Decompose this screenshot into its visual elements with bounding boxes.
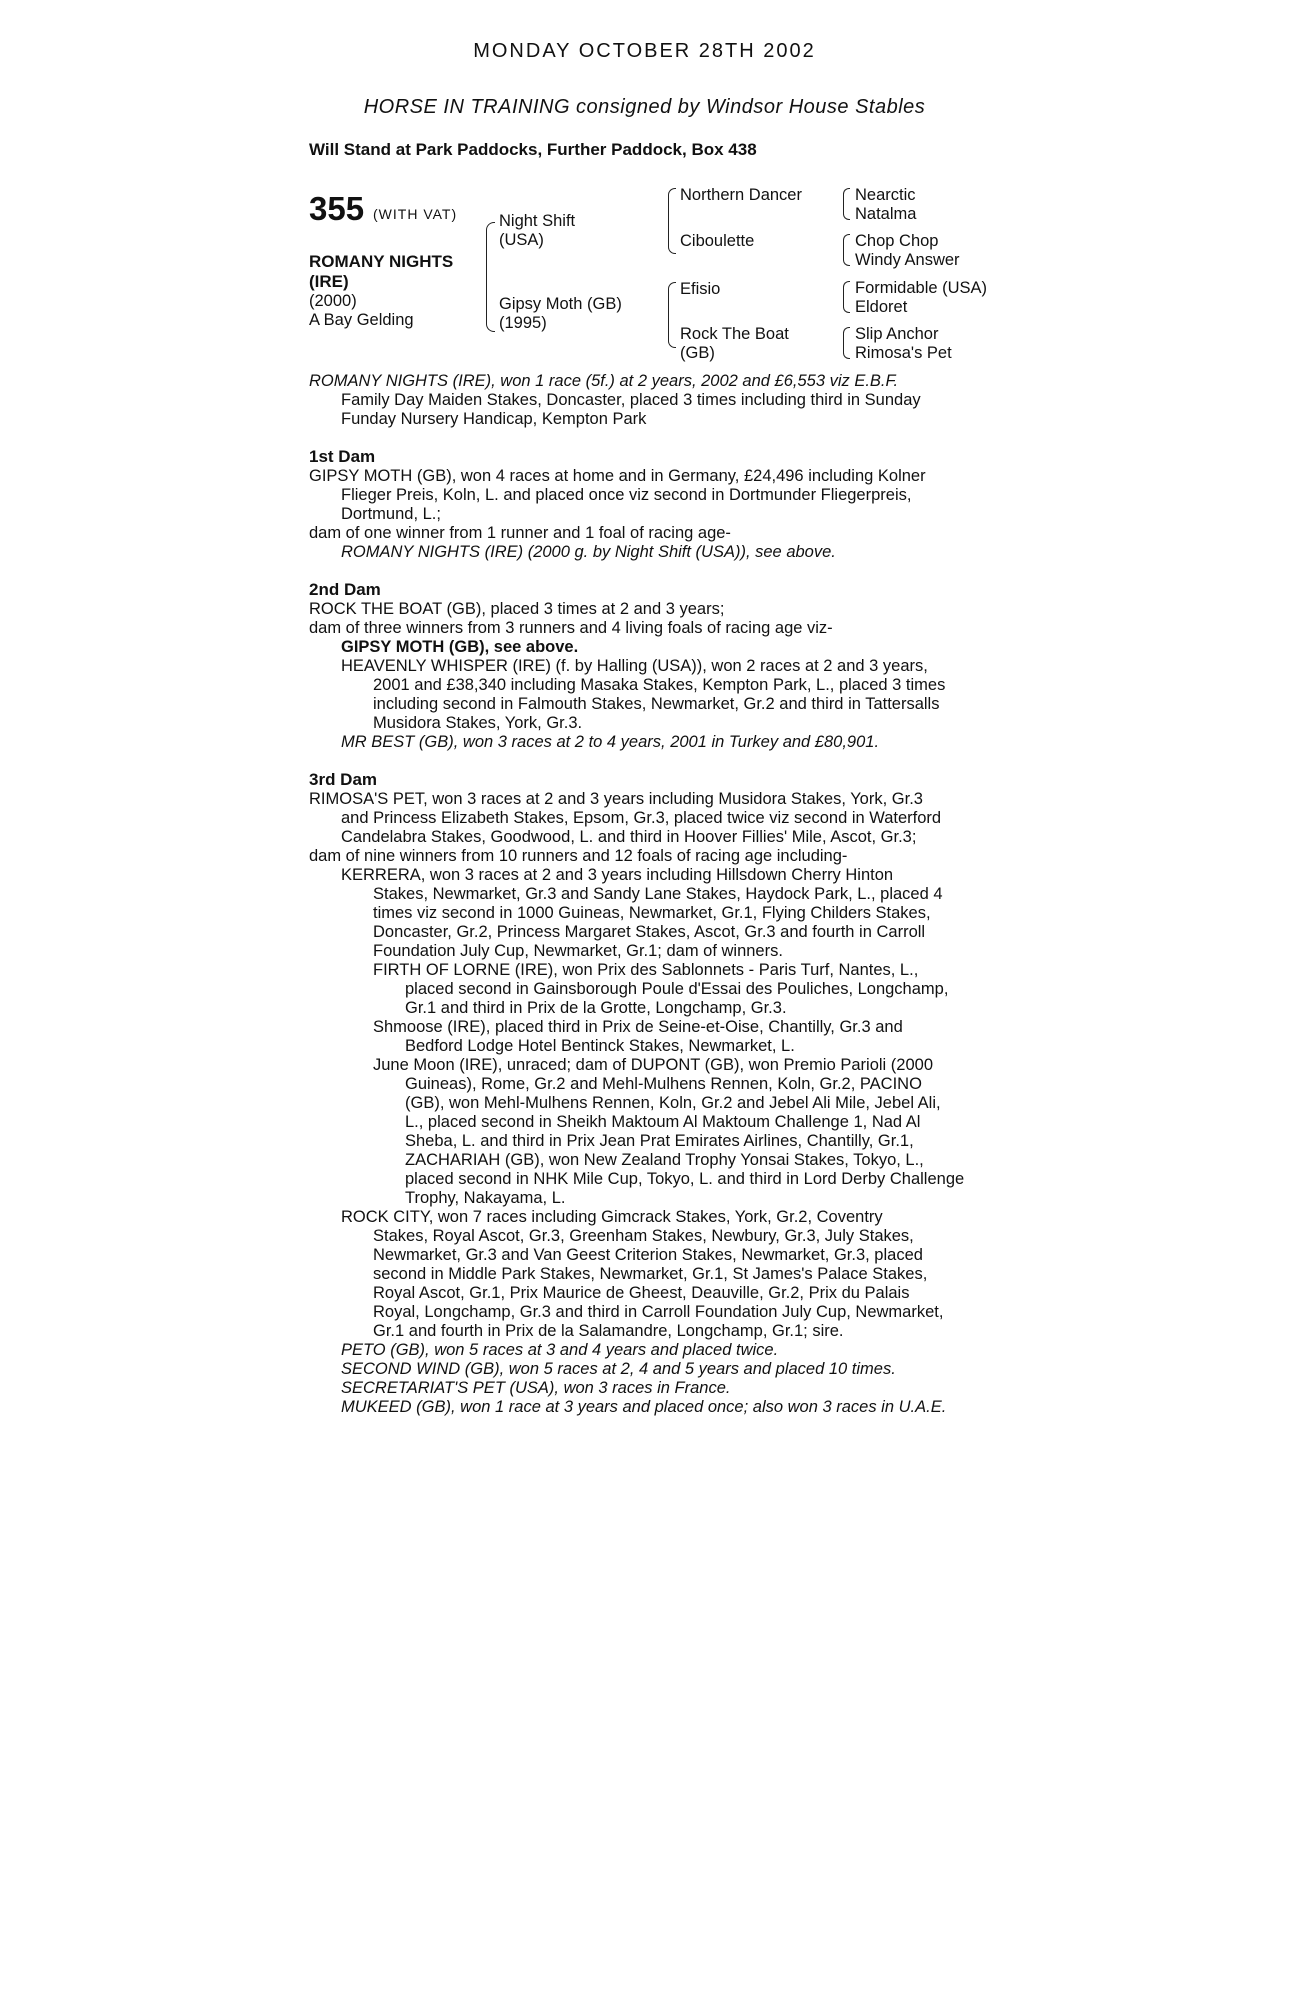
gg-dam-3: Eldoret bbox=[855, 298, 908, 316]
body-line: Dortmund, L.; bbox=[341, 505, 441, 523]
vat-label: (WITH VAT) bbox=[373, 206, 458, 222]
gg-dam-2: Windy Answer bbox=[855, 251, 960, 269]
second-dam-heading: 2nd Dam bbox=[309, 580, 381, 599]
gg-sire-3: Formidable (USA) bbox=[855, 279, 988, 297]
body-line: dam of one winner from 1 runner and 1 foal of racing age- bbox=[309, 524, 731, 542]
body-line: Candelabra Stakes, Goodwood, L. and third in Hoover Fillies' Mile, Ascot, Gr.3; bbox=[341, 828, 917, 846]
horse-name bbox=[309, 252, 453, 292]
body-line: PETO (GB), won 5 races at 3 and 4 years and placed twice. bbox=[341, 1341, 779, 1359]
body-line: Family Day Maiden Stakes, Doncaster, placed 3 times including third in Sunday bbox=[341, 391, 921, 409]
horse-description: A Bay Gelding bbox=[309, 311, 414, 329]
body-line: and Princess Elizabeth Stakes, Epsom, Gr.3, placed twice viz second in Waterford bbox=[341, 809, 942, 827]
performance-summary bbox=[309, 372, 981, 429]
first-dam-heading: 1st Dam bbox=[309, 447, 376, 466]
dam-brace bbox=[668, 282, 676, 348]
body-line: ROMANY NIGHTS (IRE) (2000 g. by Night Shift (USA)), see above. bbox=[341, 543, 836, 561]
body-line: HEAVENLY WHISPER (IRE) (f. by Halling (USA)), won 2 races at 2 and 3 years, bbox=[341, 657, 928, 675]
body-line: SECRETARIAT'S PET (USA), won 3 races in France. bbox=[341, 1379, 731, 1397]
first-dam-section bbox=[309, 467, 981, 562]
gg-sire-2: Chop Chop bbox=[855, 232, 939, 250]
body-line: (GB), won Mehl-Mulhens Rennen, Koln, Gr.2 and Jebel Ali Mile, Jebel Ali, bbox=[405, 1094, 941, 1112]
g-brace-1 bbox=[843, 188, 850, 220]
body-line: second in Middle Park Stakes, Newmarket, Gr.1, St James's Palace Stakes, bbox=[373, 1265, 928, 1283]
dam-sire: Efisio bbox=[680, 280, 721, 298]
dam-dam: Rock The Boat bbox=[680, 325, 789, 343]
body-line: ZACHARIAH (GB), won New Zealand Trophy Yonsai Stakes, Tokyo, L., bbox=[405, 1151, 924, 1169]
horse-name-line2: (IRE) bbox=[309, 272, 349, 291]
consignment-line: HORSE IN TRAINING consigned by Windsor House Stables bbox=[363, 96, 926, 118]
pedigree-brace bbox=[486, 222, 495, 332]
sale-date: MONDAY OCTOBER 28TH 2002 bbox=[473, 40, 816, 62]
gg-dam-1: Natalma bbox=[855, 205, 917, 223]
body-line: Shmoose (IRE), placed third in Prix de Seine-et-Oise, Chantilly, Gr.3 and bbox=[373, 1018, 903, 1036]
body-line: Stakes, Royal Ascot, Gr.3, Greenham Stakes, Newbury, Gr.3, July Stakes, bbox=[373, 1227, 914, 1245]
body-line: Royal, Longchamp, Gr.3 and third in Carroll Foundation July Cup, Newmarket, bbox=[373, 1303, 944, 1321]
g-brace-4 bbox=[843, 327, 850, 359]
g-brace-2 bbox=[843, 234, 850, 266]
body-line: Doncaster, Gr.2, Princess Margaret Stakes, Ascot, Gr.3 and fourth in Carroll bbox=[373, 923, 926, 941]
sire-country: (USA) bbox=[499, 231, 544, 249]
body-line: KERRERA, won 3 races at 2 and 3 years including Hillsdown Cherry Hinton bbox=[341, 866, 894, 884]
body-line: Flieger Preis, Koln, L. and placed once viz second in Dortmunder Fliegerpreis, bbox=[341, 486, 912, 504]
body-line: June Moon (IRE), unraced; dam of DUPONT (GB), won Premio Parioli (2000 bbox=[373, 1056, 933, 1074]
body-line: Guineas), Rome, Gr.2 and Mehl-Mulhens Rennen, Koln, Gr.2, PACINO bbox=[405, 1075, 922, 1093]
body-line: Funday Nursery Handicap, Kempton Park bbox=[341, 410, 647, 428]
body-line: L., placed second in Sheikh Maktoum Al Maktoum Challenge 1, Nad Al bbox=[405, 1113, 921, 1131]
sire-brace bbox=[668, 188, 676, 254]
horse-name-line1: ROMANY NIGHTS bbox=[309, 252, 454, 271]
g-brace-3 bbox=[843, 281, 850, 313]
gg-sire-4: Slip Anchor bbox=[855, 325, 939, 343]
body-line: GIPSY MOTH (GB), see above. bbox=[341, 638, 579, 656]
dam-dam-country: (GB) bbox=[680, 344, 715, 362]
lot-number: 355 bbox=[309, 190, 365, 227]
body-line: ROMANY NIGHTS (IRE), won 1 race (5f.) at 2 years, 2002 and £6,553 viz E.B.F. bbox=[309, 372, 899, 390]
body-line: Stakes, Newmarket, Gr.3 and Sandy Lane Stakes, Haydock Park, L., placed 4 bbox=[373, 885, 943, 903]
body-line: Gr.1 and third in Prix de la Grotte, Longchamp, Gr.3. bbox=[405, 999, 787, 1017]
location-line: Will Stand at Park Paddocks, Further Paddock, Box 438 bbox=[309, 140, 757, 159]
body-line: Musidora Stakes, York, Gr.3. bbox=[373, 714, 583, 732]
gg-dam-4: Rimosa's Pet bbox=[855, 344, 952, 362]
foaling-year: (2000) bbox=[309, 292, 357, 310]
third-dam-heading: 3rd Dam bbox=[309, 770, 378, 789]
sire: Night Shift bbox=[499, 212, 576, 230]
body-line: Newmarket, Gr.3 and Van Geest Criterion Stakes, Newmarket, Gr.3, placed bbox=[373, 1246, 923, 1264]
body-line: SECOND WIND (GB), won 5 races at 2, 4 and 5 years and placed 10 times. bbox=[341, 1360, 896, 1378]
gg-sire-1: Nearctic bbox=[855, 186, 916, 204]
third-dam-section bbox=[309, 790, 981, 1417]
body-line: Trophy, Nakayama, L. bbox=[405, 1189, 566, 1207]
body-line: Royal Ascot, Gr.1, Prix Maurice de Gheest, Deauville, Gr.2, Prix du Palais bbox=[373, 1284, 910, 1302]
body-line: MUKEED (GB), won 1 race at 3 years and placed once; also won 3 races in U.A.E. bbox=[341, 1398, 947, 1416]
body-line: dam of nine winners from 10 runners and 12 foals of racing age including- bbox=[309, 847, 848, 865]
body-line: MR BEST (GB), won 3 races at 2 to 4 years, 2001 in Turkey and £80,901. bbox=[341, 733, 880, 751]
body-line: including second in Falmouth Stakes, Newmarket, Gr.2 and third in Tattersalls bbox=[373, 695, 940, 713]
body-line: Sheba, L. and third in Prix Jean Prat Emirates Airlines, Chantilly, Gr.1, bbox=[405, 1132, 914, 1150]
second-dam-section bbox=[309, 600, 981, 752]
body-line: times viz second in 1000 Guineas, Newmarket, Gr.1, Flying Childers Stakes, bbox=[373, 904, 931, 922]
body-line: Bedford Lodge Hotel Bentinck Stakes, Newmarket, L. bbox=[405, 1037, 795, 1055]
body-line: ROCK CITY, won 7 races including Gimcrack Stakes, York, Gr.2, Coventry bbox=[341, 1208, 883, 1226]
body-line: 2001 and £38,340 including Masaka Stakes, Kempton Park, L., placed 3 times bbox=[373, 676, 946, 694]
body-line: Foundation July Cup, Newmarket, Gr.1; dam of winners. bbox=[373, 942, 783, 960]
sire-dam: Ciboulette bbox=[680, 232, 755, 250]
body-line: Gr.1 and fourth in Prix de la Salamandre, Longchamp, Gr.1; sire. bbox=[373, 1322, 844, 1340]
body-line: placed second in Gainsborough Poule d'Essai des Pouliches, Longchamp, bbox=[405, 980, 949, 998]
body-line: GIPSY MOTH (GB), won 4 races at home and in Germany, £24,496 including Kolner bbox=[309, 467, 926, 485]
sire-sire: Northern Dancer bbox=[680, 186, 802, 204]
dam: Gipsy Moth (GB) bbox=[499, 295, 622, 313]
body-line: ROCK THE BOAT (GB), placed 3 times at 2 and 3 years; bbox=[309, 600, 725, 618]
body-line: dam of three winners from 3 runners and 4 living foals of racing age viz- bbox=[309, 619, 833, 637]
body-line: placed second in NHK Mile Cup, Tokyo, L. and third in Lord Derby Challenge bbox=[405, 1170, 965, 1188]
body-line: RIMOSA'S PET, won 3 races at 2 and 3 years including Musidora Stakes, York, Gr.3 bbox=[309, 790, 923, 808]
dam-year: (1995) bbox=[499, 314, 547, 332]
body-line: FIRTH OF LORNE (IRE), won Prix des Sablonnets - Paris Turf, Nantes, L., bbox=[373, 961, 919, 979]
